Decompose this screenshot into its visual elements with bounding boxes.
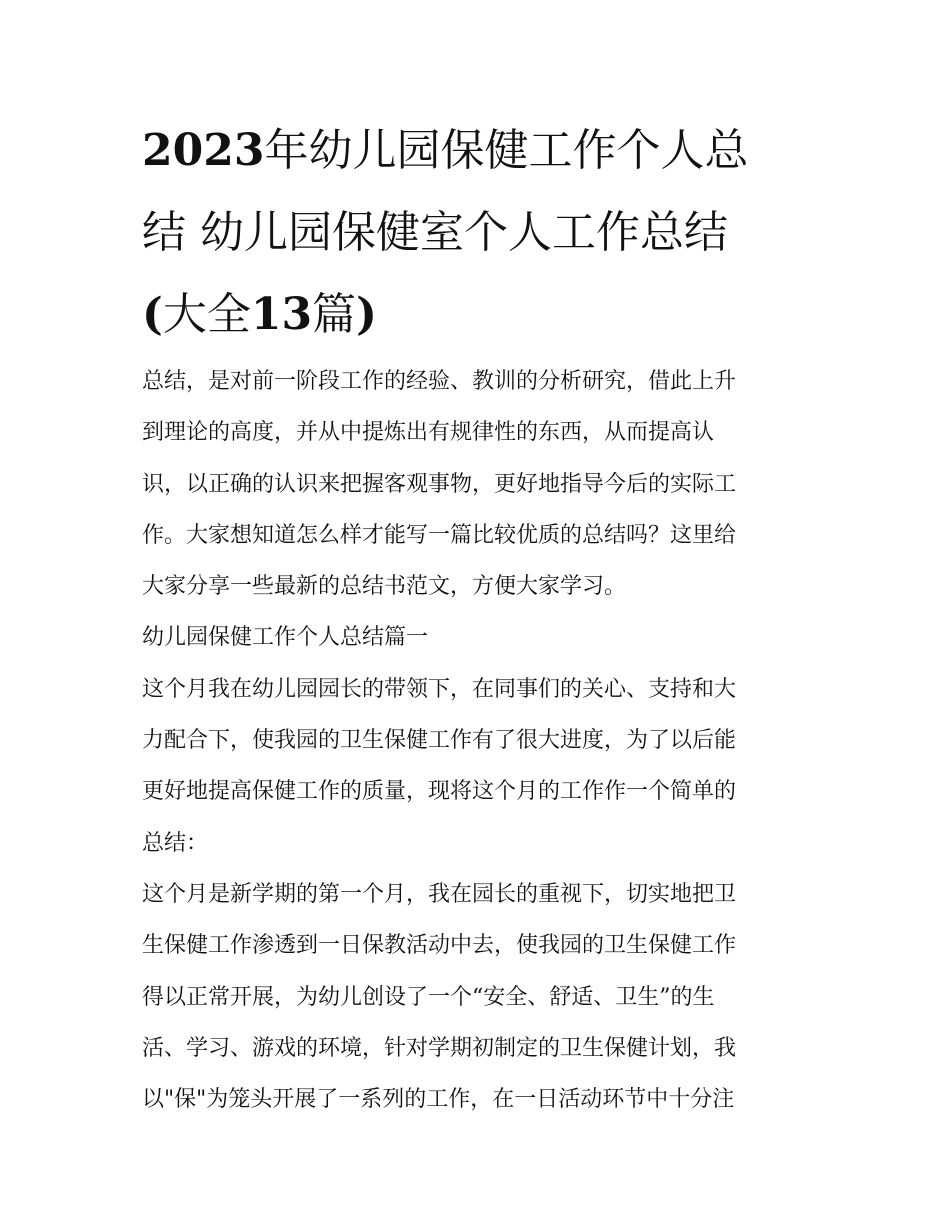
paragraph-2 [142,869,822,1125]
paragraph-2-line-3: 得以正常开展，为幼儿创设了一个“安全、舒适、卫生”的生 [142,984,715,1010]
intro-line-1: 总结，是对前一阶段工作的经验、教训的分析研究，借此上升 [142,369,737,394]
section-heading-text: 幼儿园保健工作个人总结篇一 [142,625,429,651]
intro-paragraph [142,356,822,612]
title-line-1 [142,110,822,192]
paragraph-1 [142,664,822,869]
title-line-2: 结 幼儿园保健室个人工作总结 [142,207,728,258]
section-heading [142,612,822,663]
title-line-3: (大全13篇) [142,289,377,340]
paragraph-2-line-5: 以"保"为笼头开展了一系列的工作，在一日活动环节中十分注 [142,1087,735,1113]
paragraph-1-line-2: 力配合下，使我园的卫生保健工作有了很大进度，为了以后能 [142,728,737,754]
intro-line-2: 到理论的高度，并从中提炼出有规律性的东西，从而提高认 [142,420,715,446]
paragraph-2-line-1: 这个月是新学期的第一个月，我在园长的重视下，切实地把卫 [142,881,737,907]
paragraph-1-line-3: 更好地提高保健工作的质量，现将这个月的工作作一个简单的 [142,779,737,805]
intro-line-4: 作。大家想知道怎么样才能写一篇比较优质的总结吗？这里给 [142,522,737,548]
paragraph-2-line-2: 生保健工作渗透到一日保教活动中去，使我园的卫生保健工作 [142,933,737,959]
intro-line-5: 大家分享一些最新的总结书范文，方便大家学习。 [142,574,627,600]
document-body [142,356,822,1125]
paragraph-1-line-4: 总结： [142,830,209,856]
paragraph-1-line-1: 这个月我在幼儿园园长的带领下，在同事们的关心、支持和大 [142,676,737,702]
page-title [142,110,822,356]
title-line-1-text: 2023年幼儿园保健工作个人总 [142,125,749,176]
paragraph-2-line-4: 活、学习、游戏的环境，针对学期初制定的卫生保健计划，我 [142,1035,737,1061]
intro-line-3: 识，以正确的认识来把握客观事物，更好地指导今后的实际工 [142,471,737,497]
